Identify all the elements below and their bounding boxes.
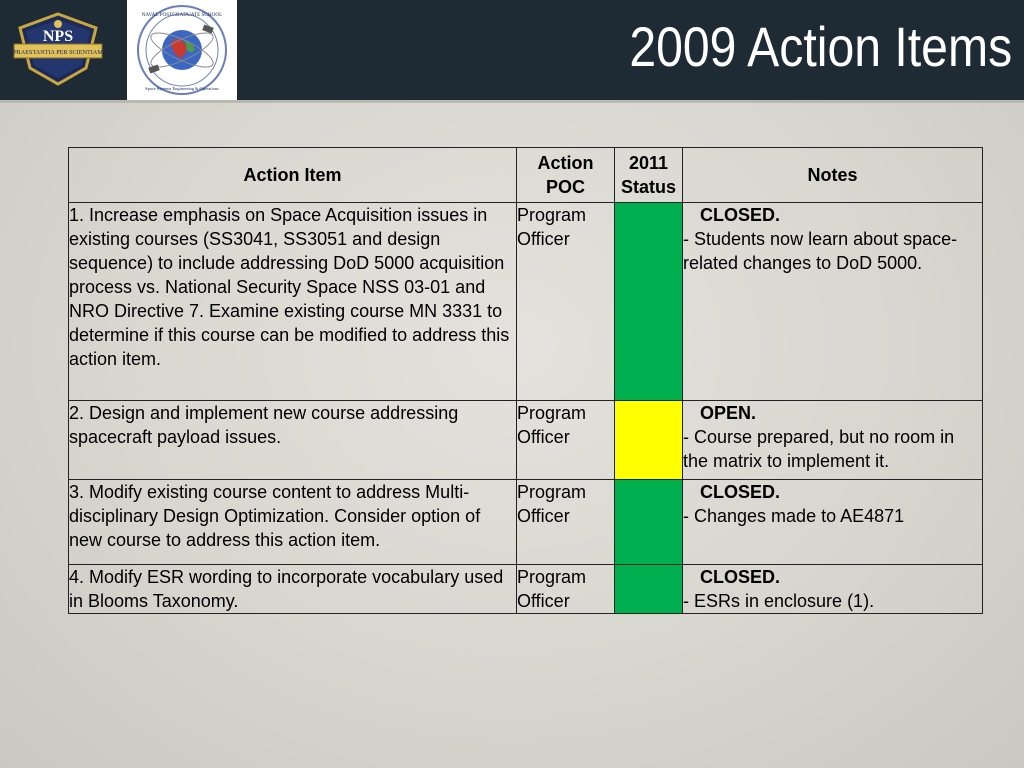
status-indicator-green	[615, 565, 683, 614]
note-status: CLOSED.	[700, 482, 781, 502]
svg-text:NPS: NPS	[42, 28, 74, 45]
action-item-cell: 2. Design and implement new course addressing spacecraft payload issues.	[69, 401, 517, 480]
svg-text:Space Systems Engineering & Op: Space Systems Engineering & Operations	[145, 86, 219, 91]
note-status: CLOSED.	[700, 205, 781, 225]
notes-cell	[683, 565, 983, 614]
notes-cell	[683, 401, 983, 480]
action-item-cell: 1. Increase emphasis on Space Acquisition issues in existing courses (SS3041, SS3051 and design sequence) to include addressing DoD 5000 acquisition process vs. National Security Space NSS 03-01 and NRO Directive 7. Examine existing course MN 3331 to determine if this course can be modified to address this action item.	[69, 203, 517, 401]
department-seal-logo	[127, 0, 237, 100]
header-action-poc: Action POC	[517, 148, 615, 203]
notes-cell	[683, 480, 983, 565]
header-notes: Notes	[683, 148, 983, 203]
table-row	[69, 480, 983, 565]
svg-text:PRAESTANTIA PER SCIENTIAM: PRAESTANTIA PER SCIENTIAM	[13, 49, 103, 56]
action-poc-cell: Program Officer	[517, 203, 615, 401]
note-status: OPEN.	[700, 403, 757, 423]
action-poc-cell: Program Officer	[517, 480, 615, 565]
status-indicator-green	[615, 203, 683, 401]
header-divider	[0, 100, 1024, 103]
table-row	[69, 203, 983, 401]
action-poc-cell: Program Officer	[517, 565, 615, 614]
header-action-item: Action Item	[69, 148, 517, 203]
action-items-table	[68, 147, 983, 614]
note-detail: - Changes made to AE4871	[683, 506, 905, 526]
notes-cell	[683, 203, 983, 401]
page-title: 2009 Action Items	[629, 15, 1012, 78]
note-detail: - Course prepared, but no room in the matrix to implement it.	[683, 427, 955, 471]
status-indicator-yellow	[615, 401, 683, 480]
header-status: 2011 Status	[615, 148, 683, 203]
note-detail: - ESRs in enclosure (1).	[683, 591, 875, 611]
action-item-cell: 4. Modify ESR wording to incorporate vocabulary used in Blooms Taxonomy.	[69, 565, 517, 614]
svg-text:NAVAL POSTGRADUATE SCHOOL: NAVAL POSTGRADUATE SCHOOL	[141, 12, 223, 18]
status-indicator-green	[615, 480, 683, 565]
table-row	[69, 565, 983, 614]
nps-logo	[8, 10, 108, 88]
note-status: CLOSED.	[700, 567, 781, 587]
action-poc-cell: Program Officer	[517, 401, 615, 480]
table-header-row	[69, 148, 983, 203]
table-row	[69, 401, 983, 480]
action-item-cell: 3. Modify existing course content to address Multi-disciplinary Design Optimization. Consider option of new course to address this action item.	[69, 480, 517, 565]
note-detail: - Students now learn about space-related changes to DoD 5000.	[683, 229, 958, 273]
